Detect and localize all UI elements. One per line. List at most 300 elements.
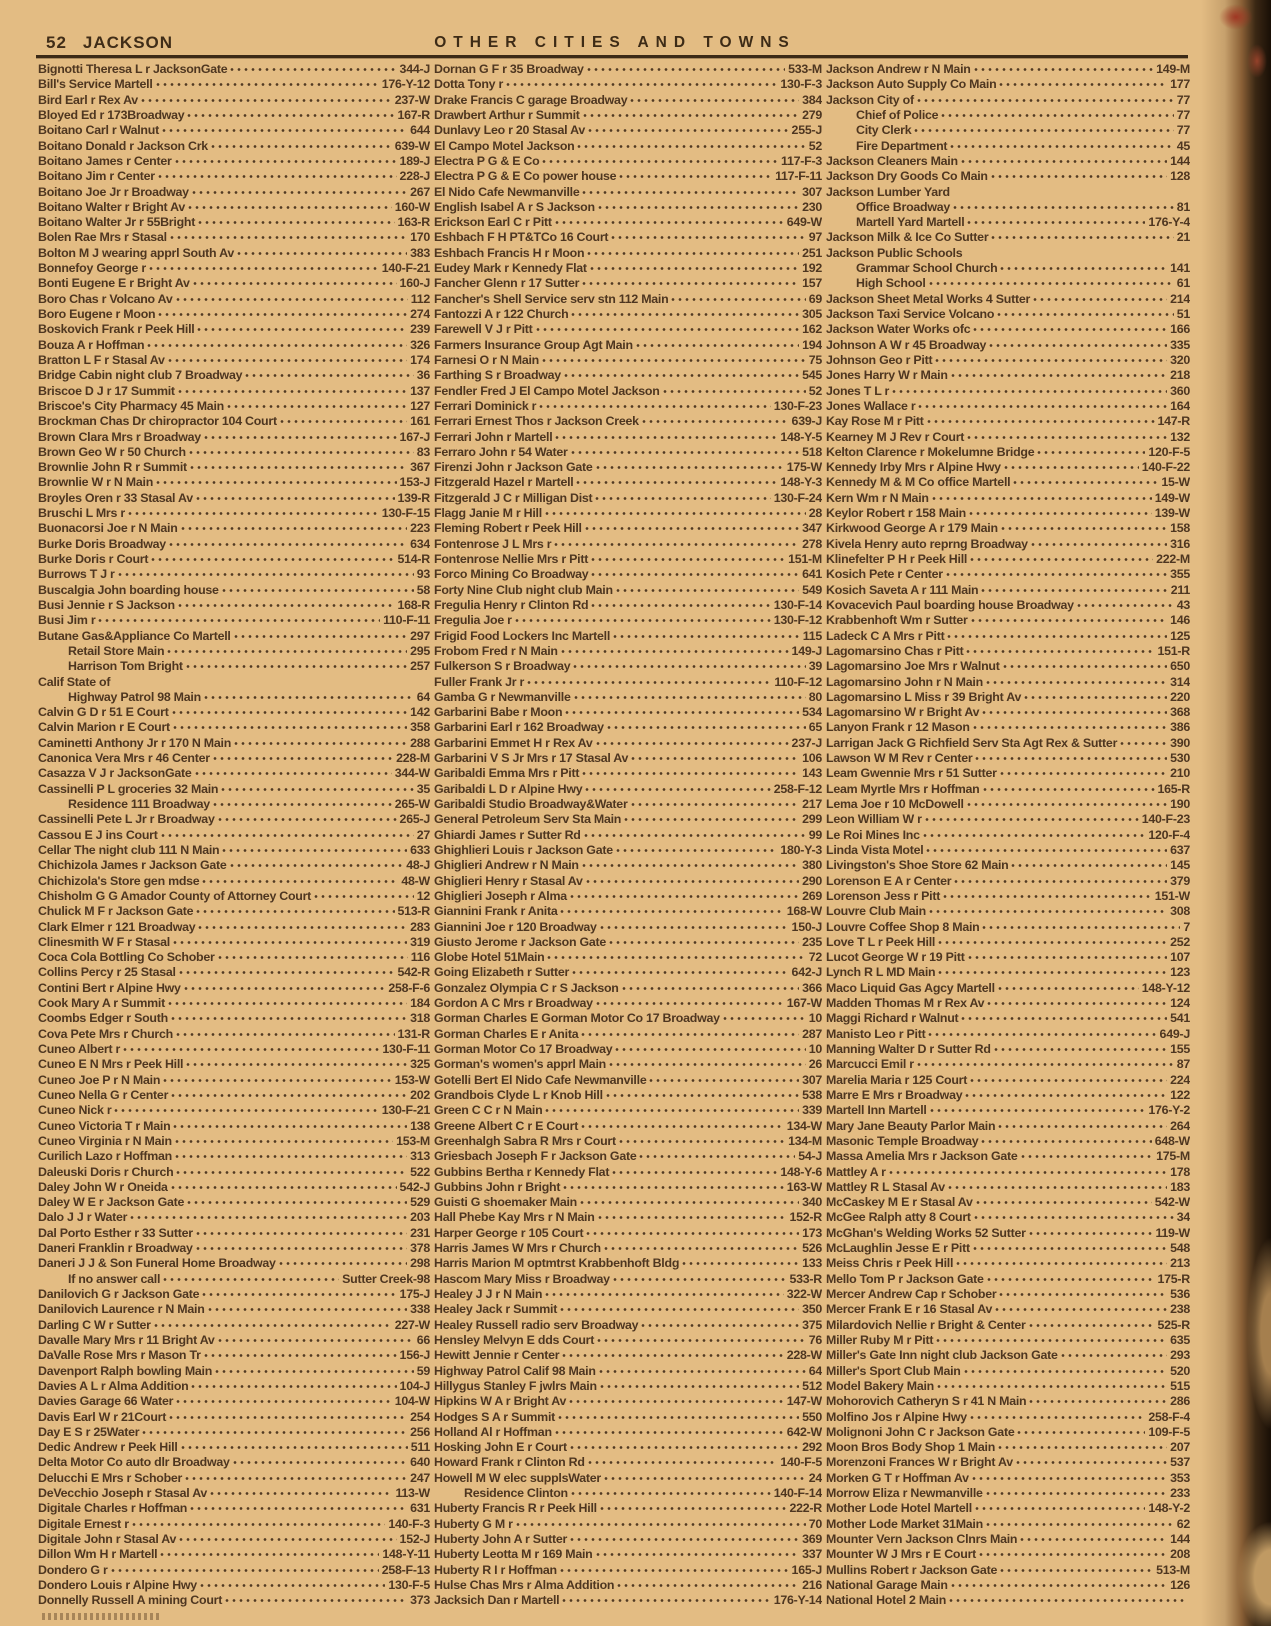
- entry-name: Boitano Walter r Bright Av: [38, 199, 186, 214]
- entry-name: Casazza V J r JacksonGate: [38, 766, 192, 781]
- directory-entry: [826, 154, 1190, 169]
- entry-phone: 27: [416, 827, 430, 842]
- entry-name: Mohorovich Catheryn S r 41 N Main: [826, 1394, 1027, 1409]
- dot-leader: [596, 466, 784, 469]
- entry-name: Chichizola James r Jackson Gate: [38, 858, 227, 873]
- directory-entry: [434, 77, 822, 92]
- entry-phone: 529: [410, 1195, 430, 1210]
- directory-entry: [826, 567, 1190, 582]
- entry-name: Leam Myrtle Mrs r Hoffman: [826, 781, 980, 796]
- entry-phone: 130-F-14: [773, 597, 822, 612]
- directory-entry: [826, 1057, 1190, 1072]
- directory-entry: [826, 552, 1190, 567]
- dot-leader: [1011, 864, 1167, 867]
- entry-phone: 339: [802, 1103, 822, 1118]
- directory-entry: [434, 1149, 822, 1164]
- entry-phone: 184: [410, 996, 430, 1011]
- directory-entry: [826, 874, 1190, 889]
- entry-name: Hewitt Jennie r Center: [434, 1348, 560, 1363]
- entry-phone: 173: [802, 1225, 822, 1240]
- directory-entry: [38, 1272, 430, 1287]
- directory-entry: [434, 1180, 822, 1195]
- dot-leader: [585, 788, 770, 791]
- entry-name: Jones Harry W r Main: [826, 368, 948, 383]
- directory-entry: [826, 521, 1190, 536]
- entry-phone: 143: [802, 766, 822, 781]
- entry-name: Dotta Tony r: [434, 77, 504, 92]
- entry-name: Giannini Joe r 120 Broadway: [434, 919, 597, 934]
- dot-leader: [582, 282, 799, 285]
- entry-name: Mercer Andrew Cap r Schober: [826, 1287, 997, 1301]
- entry-phone: 542-R: [397, 965, 430, 980]
- dot-leader: [196, 1247, 407, 1250]
- directory-entry: [826, 322, 1190, 337]
- entry-name: Cuneo Joe P r N Main: [38, 1072, 161, 1087]
- dot-leader: [929, 910, 1167, 913]
- entry-name: Boitano Donald r Jackson Crk: [38, 138, 208, 153]
- dot-leader: [158, 313, 407, 316]
- entry-name: Ghiglieri Andrew r N Main: [434, 858, 579, 873]
- entry-name: Clark Elmer r 121 Broadway: [38, 919, 196, 934]
- entry-phone: 161: [410, 414, 430, 429]
- directory-entry: [826, 200, 1190, 215]
- entry-phone: 175-W: [786, 460, 822, 475]
- dot-leader: [930, 1109, 1146, 1112]
- dot-leader: [577, 145, 805, 148]
- entry-phone: 217: [802, 797, 822, 811]
- entry-name: Jacksich Dan r Martell: [434, 1593, 560, 1608]
- entry-phone: 122: [1170, 1087, 1190, 1102]
- entry-name: Boitano Joe Jr r Broadway: [38, 184, 189, 199]
- dot-leader: [222, 589, 414, 592]
- entry-name: Harper George r 105 Court: [434, 1225, 584, 1240]
- entry-phone: 533-M: [788, 62, 822, 76]
- dot-leader: [173, 1125, 407, 1128]
- directory-entry: [826, 1318, 1190, 1333]
- dot-leader: [178, 604, 395, 607]
- entry-phone: 258-F-4: [1148, 1409, 1190, 1424]
- directory-entry: [826, 1532, 1190, 1547]
- entry-phone: 379: [1170, 873, 1190, 888]
- entry-name: Mello Tom P r Jackson Gate: [826, 1271, 984, 1286]
- directory-entry: [38, 1486, 430, 1501]
- directory-entry: [434, 537, 822, 552]
- dot-leader: [932, 497, 1152, 500]
- dot-leader: [187, 114, 394, 117]
- entry-phone: 148-Y-2: [1148, 1501, 1190, 1516]
- entry-name: Chulick M F r Jackson Gate: [38, 904, 194, 919]
- directory-entry: [38, 261, 430, 276]
- entry-phone: 190: [1170, 797, 1190, 811]
- entry-phone: 65: [808, 720, 822, 735]
- entry-phone: 335: [1170, 337, 1190, 352]
- entry-phone: 164: [1170, 398, 1190, 413]
- dot-leader: [969, 512, 1152, 515]
- entry-name: Morrow Eliza r Newmanville: [826, 1486, 983, 1501]
- dot-leader: [582, 772, 799, 775]
- directory-entry: [38, 1241, 430, 1256]
- entry-phone: 130-F-3: [780, 77, 822, 92]
- entry-name: Bratton L F r Stasal Av: [38, 352, 165, 367]
- entry-phone: 216: [802, 1577, 822, 1592]
- dot-leader: [280, 420, 407, 423]
- directory-entry: [38, 1455, 430, 1470]
- entry-name: Mattley A r: [826, 1164, 886, 1179]
- dot-leader: [967, 436, 1167, 439]
- directory-entry: [38, 858, 430, 873]
- entry-phone: 344-J: [399, 62, 430, 76]
- entry-phone: 166: [1170, 322, 1190, 337]
- dot-leader: [597, 1339, 806, 1342]
- directory-entry: [38, 567, 430, 582]
- entry-phone: 320: [1170, 352, 1190, 367]
- dot-leader: [937, 1385, 1167, 1388]
- entry-phone: 77: [1176, 107, 1190, 122]
- entry-phone: 338: [410, 1302, 430, 1317]
- entry-name: Forco Mining Co Broadway: [434, 567, 589, 582]
- entry-name: Larrigan Jack G Richfield Serv Sta Agt Rex & Sutter: [826, 735, 1118, 750]
- dot-leader: [142, 1431, 407, 1434]
- entry-name: Harris Marion M optmtrst Krabbenhoft Bldg: [434, 1256, 680, 1271]
- dot-leader: [218, 1339, 414, 1342]
- dot-leader: [564, 374, 799, 377]
- directory-entry: [434, 920, 822, 935]
- entry-name: Digitale John r Stasal Av: [38, 1532, 177, 1546]
- entry-phone: 252: [1170, 934, 1190, 949]
- directory-column-1: [38, 62, 430, 1609]
- directory-entry: [826, 1410, 1190, 1425]
- entry-name: Gorman Motor Co 17 Broadway: [434, 1042, 613, 1056]
- entry-name: Contini Bert r Alpine Hwy: [38, 980, 181, 995]
- dot-leader: [619, 1140, 785, 1143]
- directory-entry: [434, 1210, 822, 1225]
- dot-leader: [986, 681, 1167, 684]
- dot-leader: [560, 1308, 799, 1311]
- entry-phone: 54-J: [798, 1149, 822, 1164]
- dot-leader: [190, 1507, 407, 1510]
- dot-leader: [979, 1553, 1167, 1556]
- entry-name: Kirkwood George A r 179 Main: [826, 521, 998, 536]
- page-number: 52: [46, 33, 67, 52]
- directory-entry: [826, 108, 1190, 123]
- directory-entry: [434, 935, 822, 950]
- entry-phone: 36: [416, 368, 430, 383]
- dot-leader: [951, 1584, 1167, 1587]
- dot-leader: [210, 1492, 392, 1495]
- entry-phone: 228-M: [396, 751, 430, 766]
- dot-leader: [571, 313, 799, 316]
- entry-phone: 15-W: [1161, 475, 1190, 490]
- dot-leader: [925, 818, 1139, 821]
- entry-name: Giusto Jerome r Jackson Gate: [434, 934, 607, 949]
- dot-leader: [173, 941, 407, 944]
- entry-phone: 235: [802, 934, 822, 949]
- entry-phone: 151-R: [1157, 643, 1190, 658]
- dot-leader: [215, 1370, 414, 1373]
- entry-phone: 286: [1170, 1394, 1190, 1409]
- entry-name: Lema Joe r 10 McDowell: [826, 797, 964, 811]
- entry-name: Calif State of: [38, 674, 111, 689]
- dot-leader: [616, 589, 799, 592]
- directory-entry: [434, 230, 822, 245]
- entry-phone: 62: [1176, 1516, 1190, 1531]
- dot-leader: [987, 1002, 1167, 1005]
- entry-phone: 222-M: [1156, 552, 1190, 566]
- entry-phone: 148-Y-12: [1141, 980, 1190, 995]
- dot-leader: [598, 206, 799, 209]
- directory-entry: [826, 1593, 1190, 1608]
- entry-name: Digitale Charles r Hoffman: [38, 1501, 188, 1516]
- directory-entry: [434, 506, 822, 521]
- directory-entry: [38, 1103, 430, 1118]
- entry-phone: 125: [1170, 628, 1190, 643]
- entry-name: Kosich Saveta A r 111 Main: [826, 582, 979, 597]
- entry-phone: 344-W: [394, 766, 430, 781]
- entry-name: Mercer Frank E r 16 Stasal Av: [826, 1302, 993, 1317]
- directory-entry: [434, 981, 822, 996]
- dot-leader: [571, 451, 799, 454]
- dot-leader: [599, 1370, 806, 1373]
- entry-name: Miller's Gate Inn night club Jackson Gate: [826, 1348, 1058, 1363]
- dot-leader: [972, 1477, 1167, 1480]
- entry-phone: 140-F-21: [381, 261, 430, 276]
- entry-name: Eshbach Francis H r Moon: [434, 245, 585, 260]
- entry-name: Hascom Mary Miss r Broadway: [434, 1271, 610, 1286]
- directory-entry: [38, 93, 430, 108]
- entry-phone: 350: [802, 1302, 822, 1317]
- entry-phone: 155: [1170, 1042, 1190, 1056]
- entry-name: Mother Lode Market 31Main: [826, 1516, 983, 1531]
- entry-name: Kennedy Irby Mrs r Alpine Hwy: [826, 460, 1001, 475]
- entry-phone: 360: [1170, 383, 1190, 398]
- entry-name: Fitzgerald J C r Milligan Dist: [434, 490, 593, 505]
- entry-name: Maggi Richard r Walnut: [826, 1011, 959, 1026]
- dot-leader: [950, 145, 1173, 148]
- entry-name: Garibaldi L D r Alpine Hwy: [434, 781, 583, 796]
- directory-entry: [826, 598, 1190, 613]
- dot-leader: [926, 849, 1167, 852]
- directory-entry: [826, 1256, 1190, 1271]
- entry-name: Bolton M J wearing apprl South Av: [38, 245, 234, 260]
- directory-entry: [38, 659, 430, 674]
- entry-name: Daleuski Doris r Church: [38, 1164, 174, 1179]
- directory-entry: [826, 1547, 1190, 1562]
- dot-leader: [981, 1140, 1151, 1143]
- entry-name: Chisholm G G Amador County of Attorney Court: [38, 888, 312, 903]
- directory-entry: [38, 77, 430, 92]
- entry-name: Brockman Chas Dr chiropractor 104 Court: [38, 414, 277, 429]
- directory-entry: [434, 1348, 822, 1363]
- entry-name: City Clerk: [856, 123, 912, 138]
- entry-phone: 520: [1170, 1363, 1190, 1378]
- dot-leader: [196, 1232, 407, 1235]
- dot-leader: [997, 313, 1174, 316]
- entry-name: Dondero Louis r Alpine Hwy: [38, 1577, 197, 1592]
- directory-entry: [826, 965, 1190, 980]
- directory-entry: [38, 1057, 430, 1072]
- directory-entry: [38, 1088, 430, 1103]
- entry-phone: 137: [410, 383, 430, 398]
- directory-entry: [38, 384, 430, 399]
- dot-leader: [158, 175, 397, 178]
- dot-leader: [170, 236, 407, 239]
- entry-phone: 293: [1170, 1348, 1190, 1363]
- entry-name: Kennedy M & M Co office Martell: [826, 475, 1011, 490]
- directory-entry: [38, 981, 430, 996]
- entry-name: Lagomarsino Joe Mrs r Walnut: [826, 659, 1000, 674]
- entry-name: Chichizola's Store gen mdse: [38, 873, 200, 888]
- directory-entry: [38, 1042, 430, 1057]
- directory-entry: [38, 1011, 430, 1026]
- entry-name: Marelia Maria r 125 Court: [826, 1072, 968, 1087]
- entry-name: Curilich Lazo r Hoffman: [38, 1149, 172, 1164]
- entry-phone: 148-Y-3: [780, 475, 822, 490]
- directory-entry: [434, 797, 822, 812]
- entry-phone: 514-R: [397, 552, 430, 566]
- directory-entry: [434, 368, 822, 383]
- dot-leader: [168, 359, 407, 362]
- entry-phone: 152-R: [789, 1210, 822, 1225]
- dot-leader: [624, 818, 799, 821]
- entry-name: Daley W E r Jackson Gate: [38, 1195, 185, 1210]
- dot-leader: [956, 1262, 1167, 1265]
- entry-phone: 128: [1170, 169, 1190, 184]
- dot-leader: [204, 1354, 397, 1357]
- entry-phone: 123: [1170, 965, 1190, 980]
- entry-phone: 213: [1170, 1256, 1190, 1271]
- directory-entry: [826, 353, 1190, 368]
- dot-leader: [596, 1553, 800, 1556]
- entry-phone: 110-F-11: [383, 613, 430, 628]
- entry-phone: 130-F-5: [388, 1577, 430, 1592]
- directory-entry: [826, 537, 1190, 552]
- entry-phone: 176-Y-14: [773, 1593, 822, 1608]
- dot-leader: [917, 99, 1174, 102]
- entry-name: Dondero G r: [38, 1562, 108, 1577]
- entry-phone: 77: [1176, 123, 1190, 138]
- entry-name: Jones Wallace r: [826, 398, 916, 413]
- dot-leader: [175, 1155, 407, 1158]
- entry-phone: 64: [808, 1363, 822, 1378]
- directory-entry: [38, 537, 430, 552]
- directory-entry: [434, 353, 822, 368]
- entry-name: Donnelly Russell A mining Court: [38, 1593, 223, 1608]
- entry-name: Cuneo E N Mrs r Peek Hill: [38, 1057, 184, 1072]
- dot-leader: [233, 1461, 407, 1464]
- entry-phone: 177: [1170, 77, 1190, 92]
- dot-leader: [570, 1446, 799, 1449]
- dot-leader: [171, 1094, 407, 1097]
- entry-phone: 64: [416, 689, 430, 704]
- entry-phone: 112: [410, 291, 430, 306]
- entry-phone: 373: [410, 1593, 430, 1608]
- entry-phone: 61: [1176, 276, 1190, 291]
- entry-phone: 650: [1170, 659, 1190, 674]
- dot-leader: [202, 880, 398, 883]
- entry-name: Massa Amelia Mrs r Jackson Gate: [826, 1149, 1018, 1164]
- entry-phone: 530: [1170, 751, 1190, 766]
- directory-entry: [826, 1333, 1190, 1348]
- dot-leader: [574, 696, 806, 699]
- entry-phone: 325: [410, 1057, 430, 1072]
- dot-leader: [892, 390, 1167, 393]
- dot-leader: [588, 1461, 778, 1464]
- entry-name: Louvre Coffee Shop 8 Main: [826, 919, 980, 934]
- dot-leader: [591, 558, 785, 561]
- entry-name: Office Broadway: [856, 199, 951, 214]
- entry-name: Greenhalgh Sabra R Mrs r Court: [434, 1133, 616, 1148]
- entry-name: Fregulia Joe r: [434, 613, 512, 628]
- entry-phone: 163-R: [397, 215, 430, 230]
- dot-leader: [545, 512, 806, 515]
- entry-phone: 347: [802, 521, 822, 536]
- entry-phone: 170: [410, 230, 430, 245]
- entry-phone: 649-J: [1159, 1026, 1190, 1041]
- directory-entry: [434, 108, 822, 123]
- entry-name: Cuneo Nella G r Center: [38, 1087, 169, 1102]
- entry-name: Fulkerson S r Broadway: [434, 659, 571, 674]
- entry-phone: 220: [1170, 689, 1190, 704]
- directory-entry: [434, 1318, 822, 1333]
- entry-name: Dornan G F r 35 Broadway: [434, 62, 584, 76]
- dot-leader: [198, 221, 394, 224]
- entry-phone: 51: [1176, 307, 1190, 321]
- dot-leader: [615, 1048, 805, 1051]
- directory-entry: [434, 1578, 822, 1593]
- directory-entry: [38, 751, 430, 766]
- directory-entry: [826, 889, 1190, 904]
- dot-leader: [147, 344, 407, 347]
- dot-leader: [616, 849, 777, 852]
- entry-name: McGee Ralph atty 8 Court: [826, 1210, 971, 1225]
- directory-entry: [826, 261, 1190, 276]
- dot-leader: [171, 1017, 407, 1020]
- directory-entry: [434, 338, 822, 353]
- dot-leader: [179, 971, 395, 974]
- directory-entry: [38, 108, 430, 123]
- entry-name: Brown Clara Mrs r Broadway: [38, 429, 201, 444]
- entry-phone: 319: [410, 934, 430, 949]
- dot-leader: [995, 1308, 1167, 1311]
- entry-phone: 130-F-23: [773, 398, 822, 413]
- dot-leader: [591, 604, 770, 607]
- entry-name: Miller Ruby M r Pitt: [826, 1332, 934, 1347]
- dot-leader: [951, 374, 1167, 377]
- dot-leader: [128, 512, 379, 515]
- dot-leader: [596, 742, 789, 745]
- dot-leader: [598, 1216, 787, 1219]
- dot-leader: [234, 635, 407, 638]
- entry-name: Gordon A C Mrs r Broadway: [434, 996, 593, 1011]
- entry-phone: 210: [1170, 766, 1190, 781]
- entry-name: Butane Gas&Appliance Co Martell: [38, 628, 231, 643]
- directory-entry: [826, 613, 1190, 628]
- directory-entry: [38, 904, 430, 919]
- directory-entry: [434, 169, 822, 184]
- directory-entry: [434, 1011, 822, 1026]
- directory-entry: [826, 1455, 1190, 1470]
- directory-entry: [38, 123, 430, 138]
- entry-phone: 81: [1176, 199, 1190, 214]
- dot-leader: [583, 114, 799, 117]
- entry-phone: 147-W: [786, 1394, 822, 1409]
- directory-entry: [38, 1532, 430, 1547]
- directory-entry: [38, 1073, 430, 1088]
- dot-leader: [114, 1109, 378, 1112]
- city-name: JACKSON: [82, 33, 174, 52]
- dot-leader: [1003, 665, 1167, 668]
- entry-name: Marcucci Emil r: [826, 1057, 914, 1072]
